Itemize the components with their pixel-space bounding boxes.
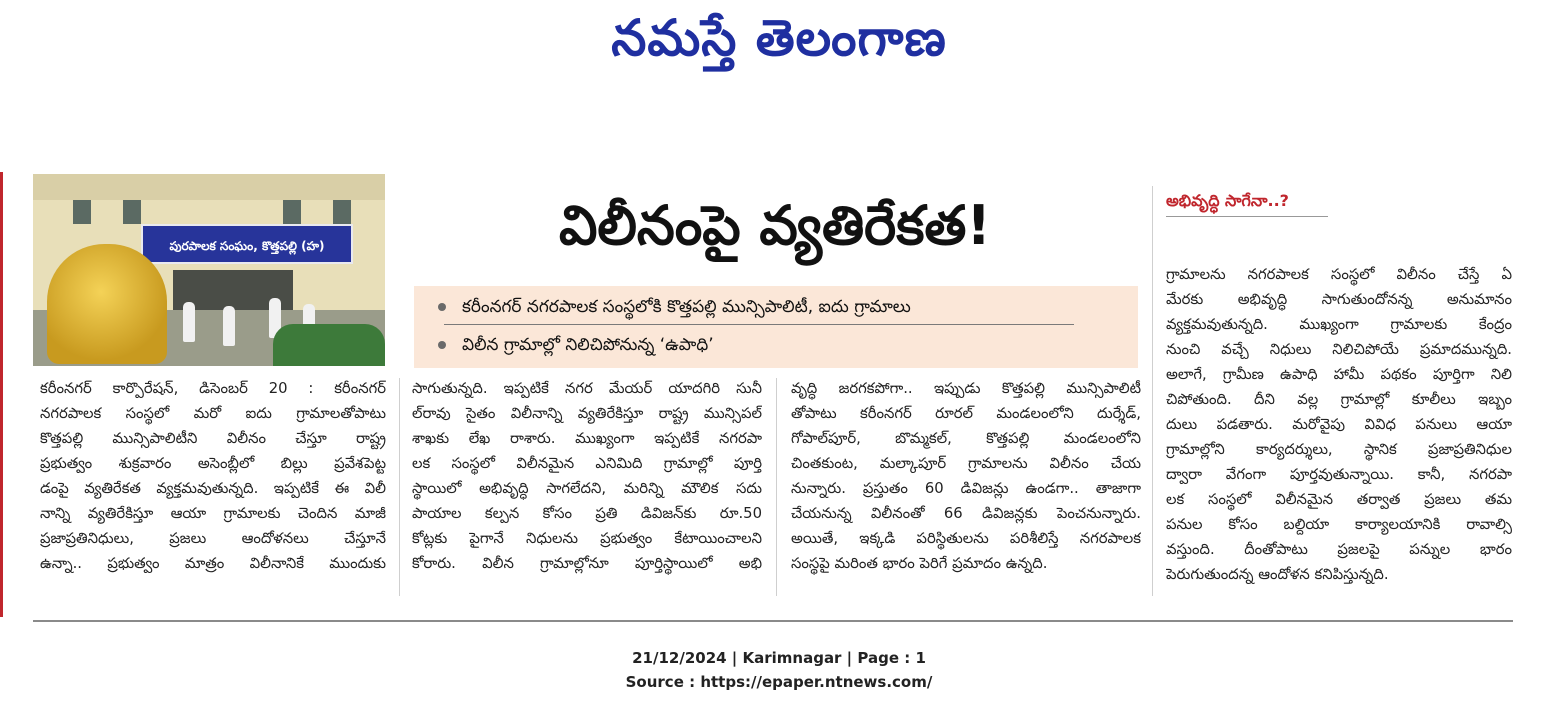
sidebar-line: మేరకు అభివృద్ధి సాగుతుందోనన్న అనుమానం	[1166, 291, 1512, 308]
subheadline-divider	[444, 324, 1074, 325]
sidebar-line: పనుల కోసం బల్దియా కార్యాలయానికి రావాల్సి	[1166, 516, 1512, 533]
column-line: నగరపాలక సంస్థలో మరో ఐదు గ్రామాలతోపాటు	[40, 405, 386, 422]
footer-source-link[interactable]: Source : https://epaper.ntnews.com/	[625, 673, 933, 691]
sidebar-line: గ్రామాల్లోని కార్యదర్శులు, స్థానిక ప్రజాప్రతినిధుల	[1166, 441, 1512, 458]
column-line: పాయాల కల్పన కోసం ప్రతి డివిజన్‌కు రూ.50	[412, 505, 762, 522]
photo-person	[223, 306, 235, 346]
subheadline-bullet	[438, 330, 714, 360]
column-line: కోట్లకు పైగానే నిధులను ప్రభుత్వం కేటాయించాలని	[412, 530, 762, 547]
column-line: కోరారు. విలీన గ్రామాల్లోనూ పూర్తిస్థాయిలో అభి	[412, 555, 762, 572]
photo-office-sign: పురపాలక సంఘం, కొత్తపల్లి (హ)	[141, 224, 353, 264]
column-line: చింతకుంట, మల్కాపూర్ గ్రామాలను విలీనం చేయ	[791, 455, 1141, 472]
column-line: చేయనున్న విలీనంతో 66 డివిజన్లకు పెంచనున్నారు.	[791, 505, 1141, 522]
article-column-1	[40, 376, 386, 576]
column-line: ల్‌రావు సైతం విలీనాన్ని వ్యతిరేకిస్తూ రాష్ట్ర మున్సిపల్	[412, 405, 762, 422]
sidebar-line: దులు పడతారు. మరోవైపు వివిధ పనులు ఆయా	[1166, 416, 1512, 433]
photo-person	[183, 302, 195, 342]
column-line: కొత్తపల్లి మున్సిపాలిటీని విలీనం చేస్తూ రాష్ట్ర	[40, 430, 386, 447]
sidebar-heading-underline	[1166, 216, 1328, 217]
sidebar-line: గ్రామాలను నగరపాలక సంస్థలో విలీనం చేస్తే ఏ	[1166, 266, 1512, 283]
column-divider	[776, 378, 777, 596]
masthead-logo: నమస్తే తెలంగాణ	[611, 9, 947, 67]
column-line: గోపాల్‌పూర్, బొమ్మకల్, కొత్తపల్లి మండలంలోని	[791, 430, 1141, 447]
subheadline-text: విలీన గ్రామాల్లో నిలిచిపోనున్న ‘ఉపాధి’	[462, 335, 714, 355]
subheadline-bullet	[438, 292, 911, 322]
sidebar-line: నుంచి వచ్చే నిధులు నిలిచిపోయే ప్రమాదమున్నది.	[1166, 341, 1512, 358]
sidebar-line: పెరుగుతుందన్న ఆందోళన కనిపిస్తున్నది.	[1166, 566, 1389, 583]
column-line: వృద్ధి జరగకపోగా.. ఇప్పుడు కొత్తపల్లి మున్సిపాలిటీ	[791, 380, 1141, 397]
subheadline-text: కరీంనగర్ నగరపాలక సంస్థలోకి కొత్తపల్లి మున్సిపాలిటీ, ఐదు గ్రామాలు	[462, 297, 911, 317]
sidebar-line: లక సంస్థలో విలీనమైన తర్వాత ప్రజలు తమ	[1166, 491, 1512, 508]
sidebar-line: ద్వారా వేగంగా పూర్తవుతున్నాయి. కానీ, నగరపా	[1166, 466, 1512, 483]
sidebar-line: చిపోతుంది. దీని వల్ల గ్రామాల్లో కూలీలు ఇబ్బం	[1166, 391, 1512, 408]
column-line: తోపాటు కరీంనగర్ రూరల్ మండలంలోని దుర్శేడ్,	[791, 405, 1141, 422]
sidebar-line: వస్తుంది. దీంతోపాటు ప్రజలపై పన్నుల భారం	[1166, 541, 1512, 558]
column-line: కరీంనగర్ కార్పొరేషన్, డిసెంబర్ 20 : కరీంనగర్	[40, 380, 386, 397]
column-line: శాఖకు లేఖ రాశారు. ముఖ్యంగా ఇప్పటికే నగరపా	[412, 430, 762, 447]
article-column-2	[412, 376, 762, 576]
column-line: ప్రభుత్వం శుక్రవారం అసెంబ్లీలో బిల్లు ప్రవేశపెట్ట	[40, 455, 386, 472]
column-line: నున్నారు. ప్రస్తుతం 60 డివిజన్లు ఉండగా.. తాజాగా	[791, 480, 1141, 497]
photo-window	[123, 200, 141, 224]
column-line: సంస్థపై మరింత భారం పెరిగే ప్రమాదం ఉన్నది.	[791, 555, 1048, 572]
column-line: నాన్ని వ్యతిరేకిస్తూ ఆయా గ్రామాలకు చెందిన మాజీ	[40, 505, 386, 522]
sidebar-line: అలాగే, గ్రామీణ ఉపాధి హామీ పథకం పూర్తిగా నిలి	[1166, 366, 1512, 383]
sidebar-column	[1166, 262, 1512, 587]
bullet-dot-icon	[438, 341, 446, 349]
column-line: ప్రజాప్రతినిధులు, ప్రజలు ఆందోళనలు చేస్తూనే	[40, 530, 386, 547]
footer-meta: 21/12/2024 | Karimnagar | Page : 1	[632, 649, 926, 667]
photo-window	[73, 200, 91, 224]
sidebar-line: వ్యక్తమవుతున్నది. ముఖ్యంగా గ్రామాలకు కేంద్రం	[1166, 316, 1512, 333]
column-line: లక సంస్థలో విలీనమైన ఎనిమిది గ్రామాల్లో పూర్తి	[412, 455, 762, 472]
photo-window	[283, 200, 301, 224]
page-bottom-rule	[33, 620, 1513, 622]
photo-window	[333, 200, 351, 224]
column-divider	[399, 378, 400, 596]
column-line: డంపై వ్యతిరేకత వ్యక్తమవుతున్నది. ఇప్పటికే ఈ విలీ	[40, 480, 386, 497]
article-column-3	[791, 376, 1141, 576]
left-accent-rule	[0, 172, 3, 617]
column-line: సాగుతున్నది. ఇప్పటికే నగర మేయర్ యాదగిరి సునీ	[412, 380, 762, 397]
bullet-dot-icon	[438, 303, 446, 311]
column-line: అయితే, ఇక్కడి పరిస్థితులను పరిశీలిస్తే నగరపాలక	[791, 530, 1141, 547]
photo-plants	[273, 324, 385, 366]
column-divider	[1152, 186, 1153, 596]
photo-roof	[33, 174, 385, 200]
article-photo	[33, 174, 385, 366]
article-headline: విలీనంపై వ్యతిరేకత!	[558, 194, 992, 257]
sidebar-heading: అభివృద్ధి సాగేనా..?	[1166, 191, 1289, 210]
photo-lion-emblem	[47, 244, 167, 364]
column-line: స్థాయిలో అభివృద్ధి సాగలేదని, మరిన్ని మౌలిక సదు	[412, 480, 762, 497]
column-line: ఉన్నా.. ప్రభుత్వం మాత్రం విలీనానికే ముందుకు	[40, 555, 386, 572]
subheadline-box	[414, 286, 1138, 368]
